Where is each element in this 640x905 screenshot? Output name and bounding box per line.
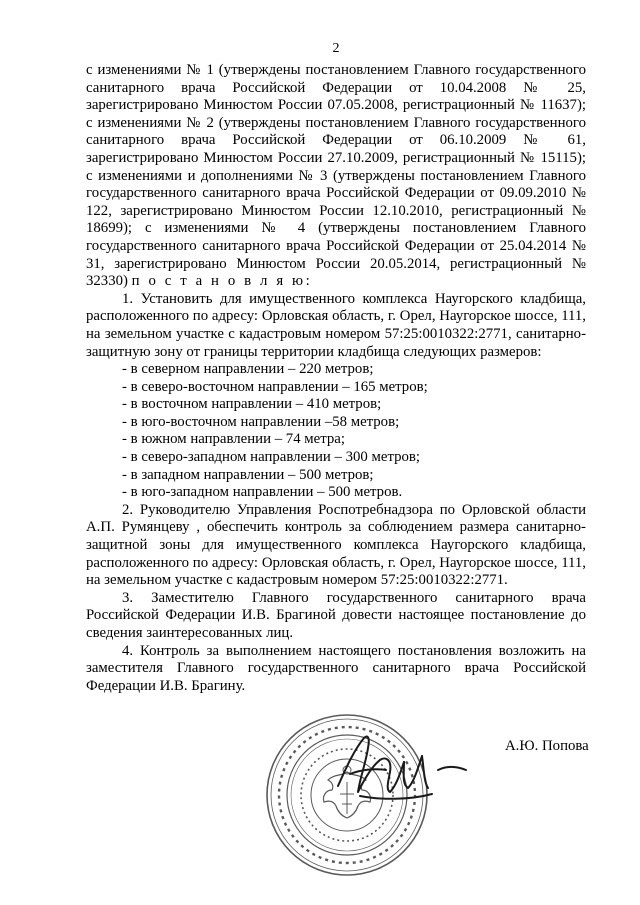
signature-icon <box>320 716 480 816</box>
page-number: 2 <box>332 41 340 56</box>
zone-size-list <box>86 361 586 502</box>
zone-list-item-northeast: - в северо-восточном направлении – 165 метров; <box>122 378 428 395</box>
zone-list-item-southeast: - в юго-восточном направлении –58 метров; <box>122 413 400 430</box>
resolution-word: п о с т а н о в л я ю: <box>131 273 313 290</box>
signer-name: А.Ю. Попова <box>505 738 589 754</box>
item-2-paragraph: 2. Руководителю Управления Роспотребнадзора по Орловской области А.П. Румянцеву , обеспечить контроль за соблюдением размера санитарно-защитной зоны для имущественного комплекса Наугорского кладбища, расположенного по адресу: Орловская область, г. Орел, Наугорское шоссе, 111, на земельном участке с кадастровым номером 57:25:0010322:2771. <box>86 501 586 589</box>
item-4-paragraph: 4. Контроль за выполнением настоящего постановления возложить на заместителя Главного государственного санитарного врача Российской Федерации И.В. Брагину. <box>86 642 586 694</box>
preamble-text: с изменениями № 1 (утверждены постановлением Главного государственного санитарного врача Российской Федерации от 10.04.2008 № 25, зарегистрировано Минюстом России 07.05.2008, регистрационный № 11637); с изменениями № 2 (утверждены постановлением Главного государственного санитарного врача Российской Федерации от 06.10.2009 № 61, зарегистрировано Минюстом России 27.10.2009, регистрационный № 15115); с изменениями и дополнениями № 3 (утверждены постановлением Главного государственного санитарного врача Российской Федерации от 09.09.2010 № 122, зарегистрировано Минюстом России 12.10.2010, регистрационный № 18699); с изменениями № 4 (утверждены постановлением Главного государственного санитарного врача Российской Федерации от 25.04.2014 № 31, зарегистрировано Минюстом России 20.05.2014, регистрационный № 32330) <box>86 62 586 290</box>
zone-list-item-south: - в южном направлении – 74 метра; <box>122 431 345 448</box>
item-1-paragraph: 1. Установить для имущественного комплекса Наугорского кладбища, расположенного по адресу: Орловская область, г. Орел, Наугорское шоссе, 111, на земельном участке с кадастровым номером 57:25:0010322:2771, санитарно-защитную зону от границы территории кладбища следующих размеров: <box>86 290 586 360</box>
zone-list-item-north: - в северном направлении – 220 метров; <box>122 361 374 378</box>
zone-list-item-east: - в восточном направлении – 410 метров; <box>122 396 382 413</box>
zone-list-item-northwest: - в северо-западном направлении – 300 метров; <box>122 449 420 466</box>
preamble-paragraph <box>86 62 586 291</box>
item-3-paragraph: 3. Заместителю Главного государственного санитарного врача Российской Федерации И.В. Брагиной довести настоящее постановление до сведения заинтересованных лиц. <box>86 589 586 641</box>
signature-block <box>0 700 640 900</box>
zone-list-item-southwest: - в юго-западном направлении – 500 метров. <box>122 484 403 501</box>
zone-list-item-west: - в западном направлении – 500 метров; <box>122 466 374 483</box>
document-body <box>86 62 586 695</box>
